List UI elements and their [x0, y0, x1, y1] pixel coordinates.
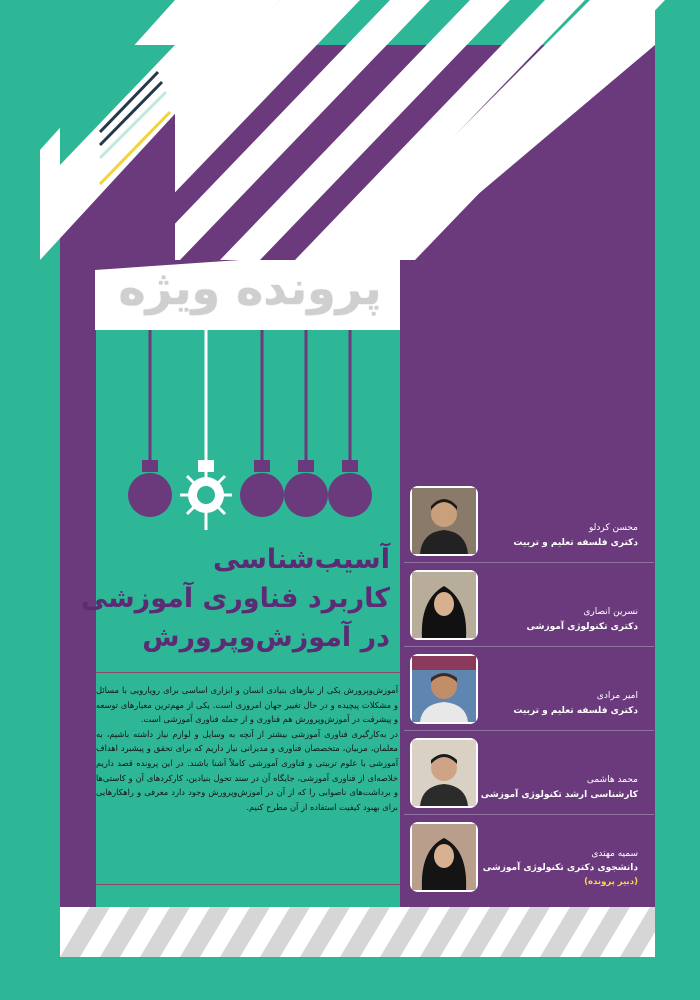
contributor-name: نسرین انصاری	[583, 607, 638, 617]
contributor-photo	[410, 738, 478, 808]
contributor-photo	[410, 654, 478, 724]
intro-paragraph: آموزش‌وپرورش یکی از نیازهای بنیادی انسان و ابزاری اساسی برای رویارویی با مسائل و مشکلات پیچیده و در حال تغییر جهان امروزی است. یکی از مهم‌ترین معیارهای توسعه و پیشرفت در آموزش‌وپرورش هم فناوری و از جمله فناوری آموزشی است.	[96, 685, 398, 725]
contributor-role: کارشناسی ارشد تکنولوژی آموزشی	[480, 790, 638, 800]
contributor-role: دکتری فلسفه تعلیم و تربیت	[513, 538, 638, 548]
contributor-role: دانشجوی دکتری تکنولوژی آموزشی	[482, 863, 638, 873]
contributor-card	[404, 818, 654, 898]
contributor-card	[404, 650, 654, 730]
contributor-name: امیر مرادی	[596, 691, 638, 701]
contributor-separator	[404, 562, 654, 563]
section-title: پرونده ویژه	[118, 261, 382, 315]
divider-bottom	[96, 884, 400, 885]
article-intro	[96, 683, 398, 814]
contributor-separator	[404, 730, 654, 731]
contributor-photo	[410, 570, 478, 640]
intro-paragraph: در به‌کارگیری فناوری آموزشی بیشتر از آنچه به وسایل و لوازم نیاز داشته باشیم، به معلمان، مربیان، متخصصان فناوری و مدیرانی نیاز داریم که برای تحقق و پیشبرد اهداف آموزشی با علوم تربیتی و فناوری آموزشی کاملاً آشنا باشند. در این پرونده قصد داریم خلاصه‌ای از فناوری آموزشی، جایگاه آن در سند تحول بنیادین، کارکردهای آن و کاستی‌ها و برداشت‌های ناصوابی را که از آن در آموزش‌وپرورش وجود دارد معرفی و راهکارهایی برای بهبود کیفیت استفاده از آن مطرح کنیم.	[96, 728, 398, 812]
divider-top	[96, 672, 400, 673]
contributor-separator	[404, 814, 654, 815]
contributor-card	[404, 566, 654, 646]
contributor-photo	[410, 822, 478, 892]
article-title-line: در آموزش‌وپرورش	[142, 622, 390, 653]
contributor-card	[404, 734, 654, 814]
contributor-photo	[410, 486, 478, 556]
contributor-name: محسن کردلو	[588, 523, 638, 533]
contributor-name: محمد هاشمی	[586, 775, 638, 785]
article-title-line: کاربرد فناوری آموزشی	[80, 583, 390, 614]
contributor-card	[404, 482, 654, 562]
article-title	[80, 540, 390, 657]
contributor-role: دکتری تکنولوژی آموزشی	[526, 622, 638, 632]
contributor-role: دکتری فلسفه تعلیم و تربیت	[513, 706, 638, 716]
article-title-line: آسیب‌شناسی	[213, 544, 390, 575]
contributor-note: (دبیر پرونده)	[584, 877, 638, 887]
contributor-separator	[404, 646, 654, 647]
contributor-name: سمیه مهتدی	[591, 849, 638, 859]
